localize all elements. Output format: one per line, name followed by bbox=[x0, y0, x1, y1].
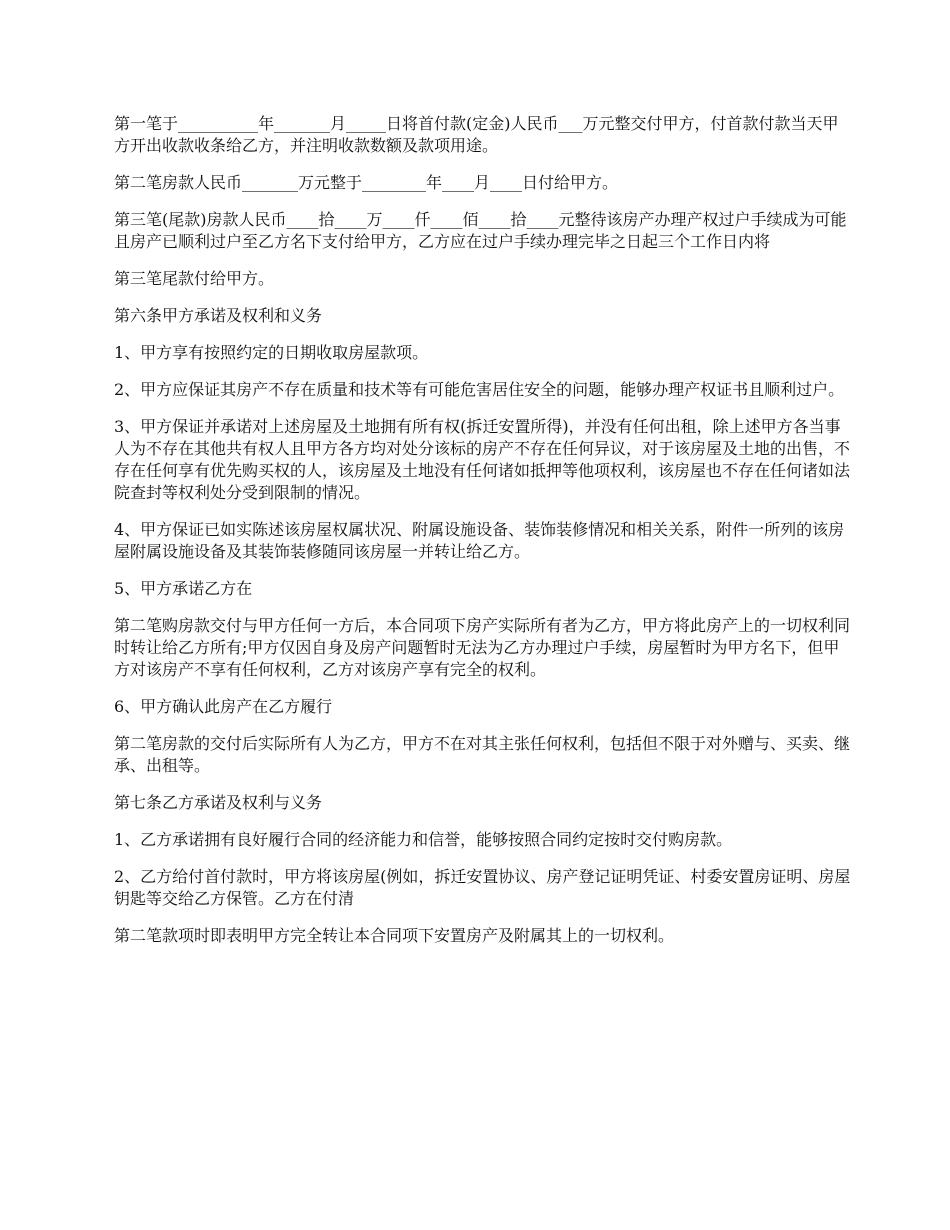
section-heading-article-6: 第六条甲方承诺及权利和义务 bbox=[114, 306, 323, 325]
paragraph-third-payment: 第三笔(尾款)房款人民币____拾____万____仟____佰____拾____元整待该房产办理产权过户手续成为可能且房产已顺利过户至乙方名下支付给甲方，乙方应在过户手续办理完毕之日起三个工作日内将 bbox=[114, 210, 847, 251]
paragraph-article-6-item-5-continued: 第二笔购房款交付与甲方任何一方后，本合同项下房产实际所有者为乙方，甲方将此房产上的一切权利同时转让给乙方所有;甲方仅因自身及房产问题暂时无法为乙方办理过户手续，房屋暂时为甲方名下，但甲方对该房产不享有任何权利，乙方对该房产享有完全的权利。 bbox=[114, 616, 851, 679]
paragraph-article-6-item-6: 6、甲方确认此房产在乙方履行 bbox=[114, 697, 333, 716]
paragraph-article-6-item-1: 1、甲方享有按照约定的日期收取房屋款项。 bbox=[114, 343, 429, 362]
paragraph-article-6-item-5: 5、甲方承诺乙方在 bbox=[114, 579, 253, 598]
paragraph-first-payment: 第一笔于__________年_______月_____日将首付款(定金)人民币___万元整交付甲方，付首款付款当天甲方开出收款收条给乙方，并注明收款数额及款项用途。 bbox=[114, 114, 839, 155]
section-heading-article-7: 第七条乙方承诺及权利与义务 bbox=[114, 793, 323, 812]
paragraph-article-7-item-2: 2、乙方给付首付款时，甲方将该房屋(例如，拆迁安置协议、房产登记证明凭证、村委安置房证明、房屋钥匙等交给乙方保管。乙方在付清 bbox=[114, 867, 851, 908]
paragraph-article-7-item-2-continued: 第二笔款项时即表明甲方完全转让本合同项下安置房产及附属其上的一切权利。 bbox=[114, 926, 675, 945]
paragraph-article-6-item-2: 2、甲方应保证其房产不存在质量和技术等有可能危害居住安全的问题，能够办理产权证书且顺利过户。 bbox=[114, 380, 845, 399]
document-body bbox=[114, 113, 854, 962]
paragraph-second-payment: 第二笔房款人民币_______万元整于________年____月____日付给甲方。 bbox=[114, 173, 619, 192]
paragraph-article-6-item-3: 3、甲方保证并承诺对上述房屋及土地拥有所有权(拆迁安置所得)，并没有任何出租，除上述甲方各当事人为不存在其他共有权人且甲方各方均对处分该标的房产不存在任何异议，对于该房屋及土地的出售，不存在任何享有优先购买权的人，该房屋及土地没有任何诸如抵押等他项权利，该房屋也不存在任何诸如法院查封等权利处分受到限制的情况。 bbox=[114, 417, 851, 502]
paragraph-article-7-item-1: 1、乙方承诺拥有良好履行合同的经济能力和信誉，能够按照合同约定按时交付购房款。 bbox=[114, 830, 733, 849]
paragraph-third-payment-continued: 第三笔尾款付给甲方。 bbox=[114, 269, 275, 288]
paragraph-article-6-item-6-continued: 第二笔房款的交付后实际所有人为乙方，甲方不在对其主张任何权利，包括但不限于对外赠与、买卖、继承、出租等。 bbox=[114, 734, 851, 775]
paragraph-article-6-item-4: 4、甲方保证已如实陈述该房屋权属状况、附属设施设备、装饰装修情况和相关关系，附件一所列的该房屋附属设施设备及其装饰装修随同该房屋一并转让给乙方。 bbox=[114, 520, 845, 561]
